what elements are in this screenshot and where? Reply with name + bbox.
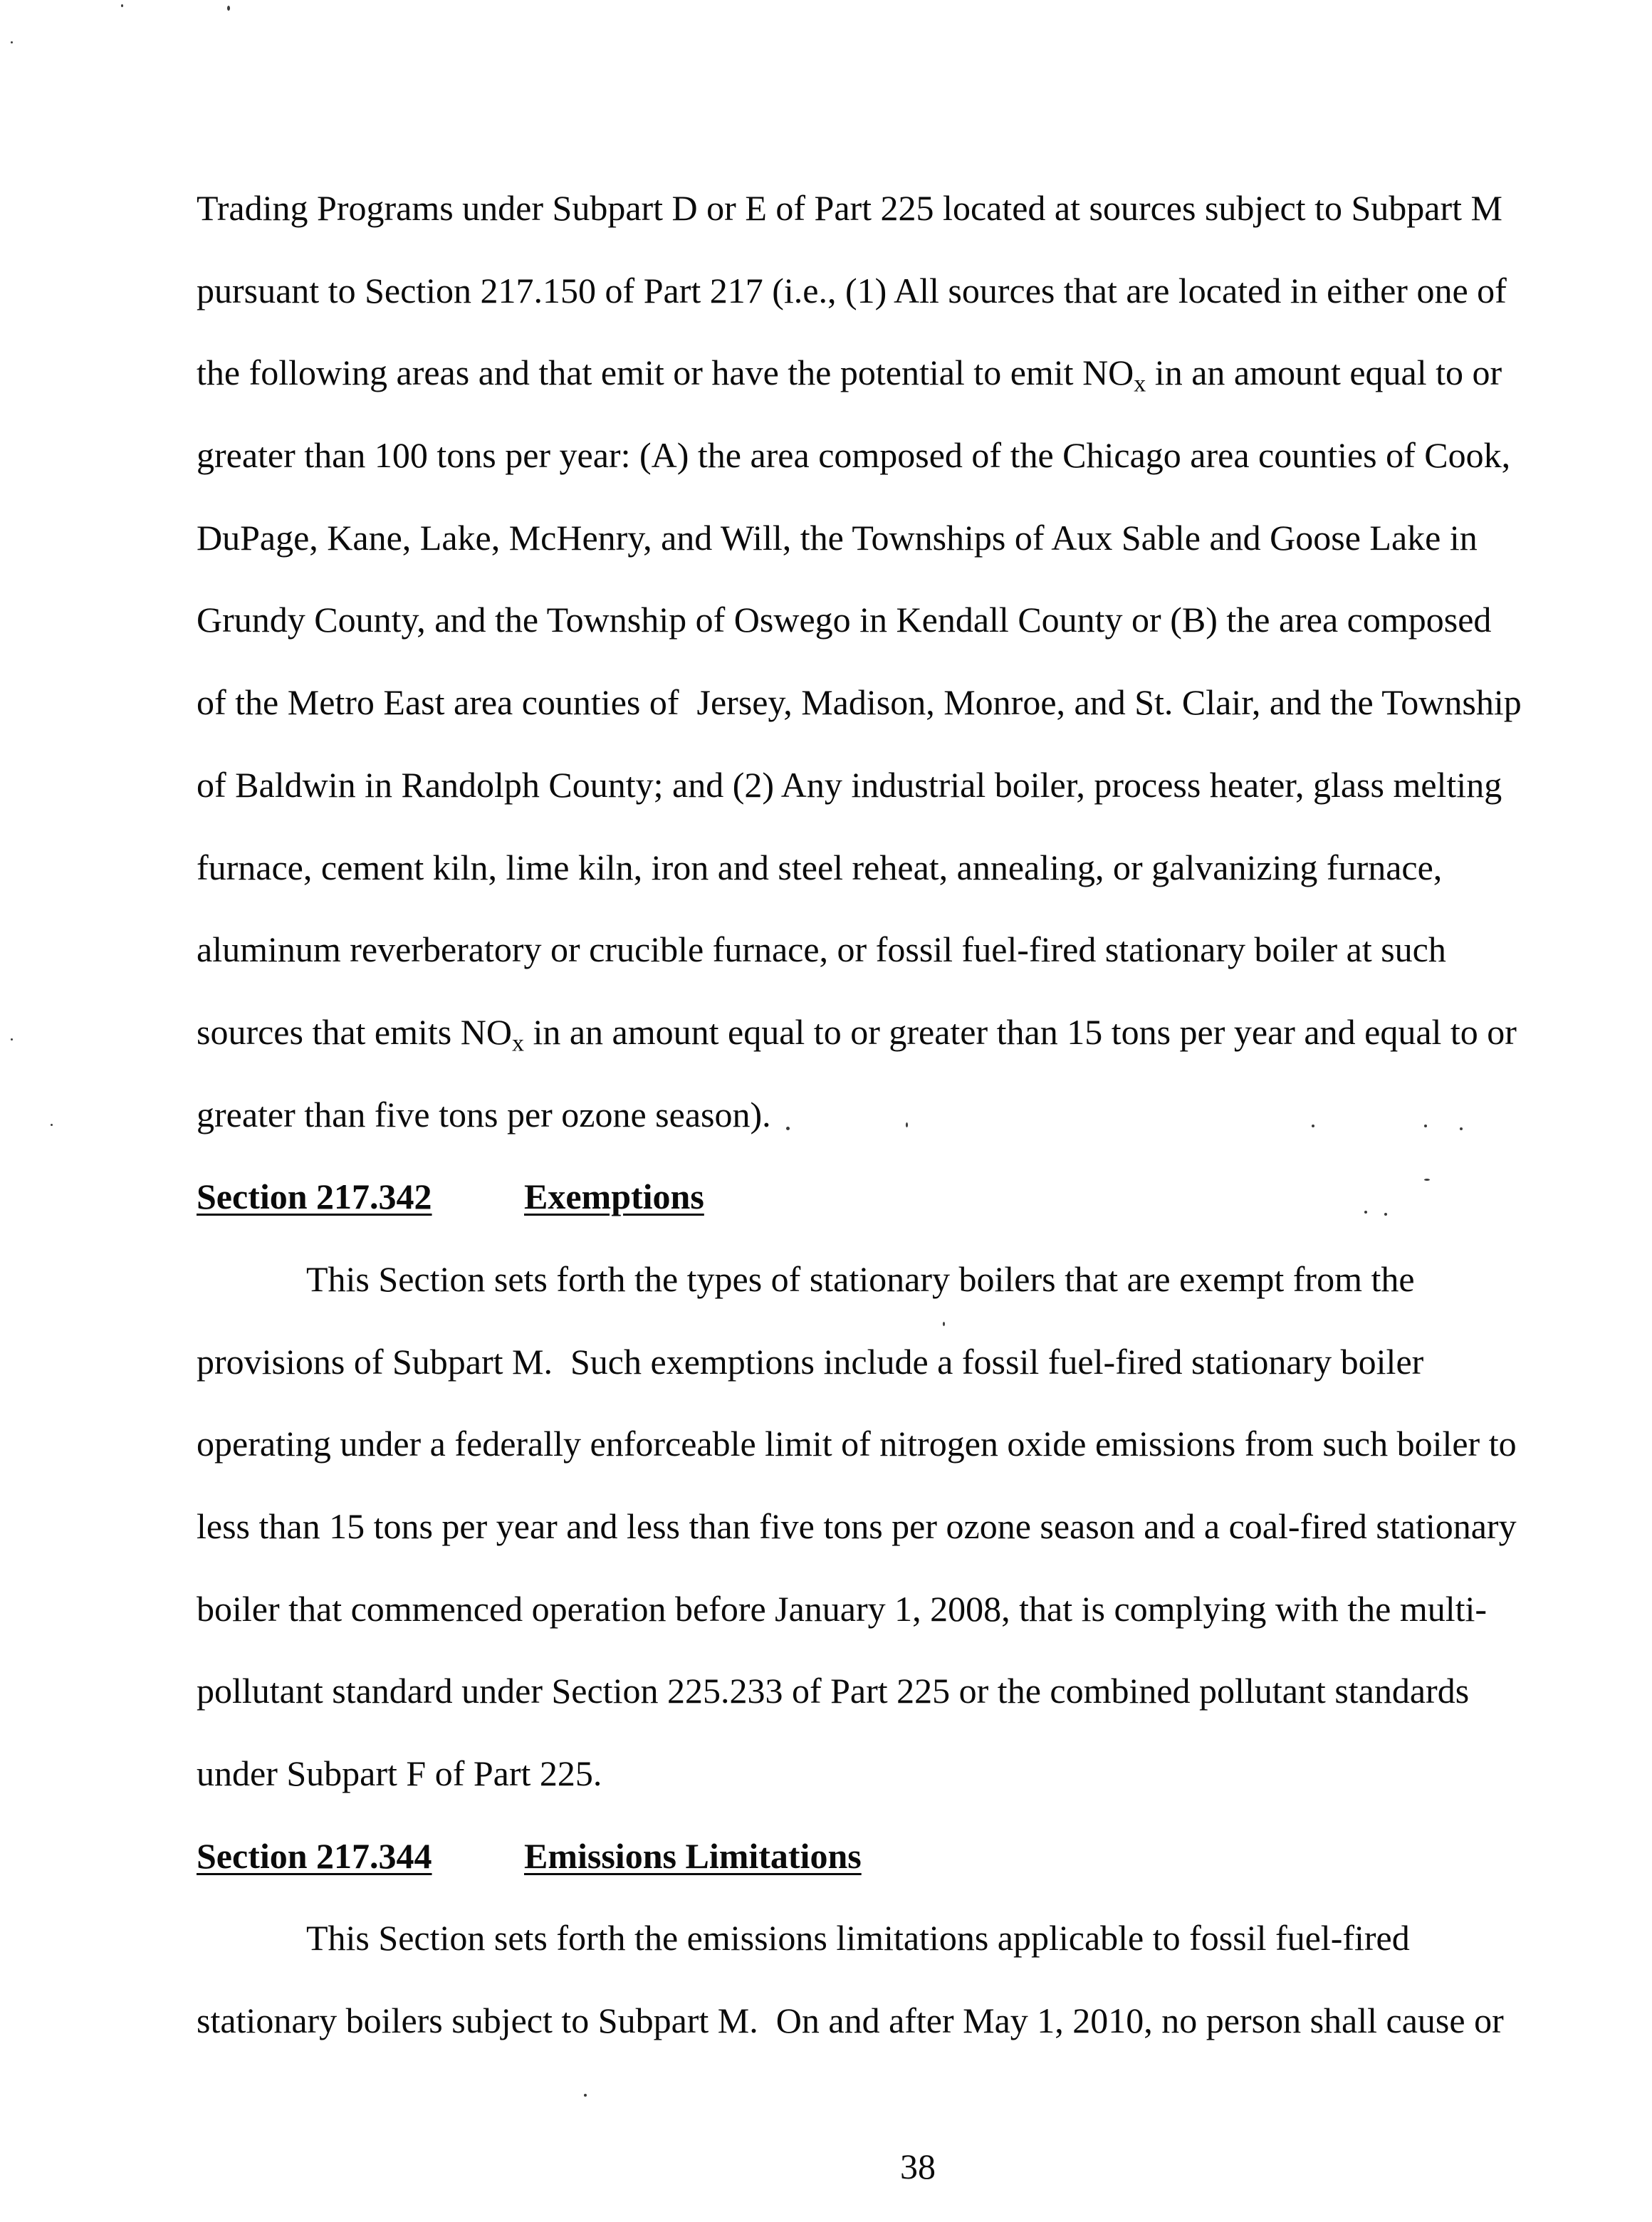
text-line: pursuant to Section 217.150 of Part 217 (i.e., (1) All sources that are located in either one of	[197, 270, 1507, 311]
page-number: 38	[900, 2147, 936, 2186]
section-heading-342	[197, 1156, 1614, 1238]
text-line: greater than five tons per ozone season).	[197, 1094, 771, 1135]
text-run: in an amount equal to or greater than 15 tons per year and equal to or	[523, 1011, 1517, 1052]
scan-speck	[786, 1127, 790, 1130]
text-run: the following areas and that emit or have the potential to emit NO	[197, 353, 1134, 393]
section-heading-344	[197, 1815, 1614, 1898]
text-line: under Subpart F of Part 225.	[197, 1753, 602, 1794]
scan-speck	[51, 1124, 53, 1126]
text-run: in an amount equal to or	[1146, 353, 1502, 393]
section-title: Emissions Limitations	[524, 1835, 862, 1876]
section-title: Exemptions	[524, 1177, 704, 1217]
text-line: This Section sets forth the types of stationary boilers that are exempt from the	[306, 1258, 1415, 1299]
text-line: operating under a federally enforceable limit of nitrogen oxide emissions from such boiler to	[197, 1424, 1517, 1464]
scan-speck	[227, 6, 230, 11]
scan-speck	[1384, 1213, 1387, 1216]
subscript: x	[1134, 370, 1146, 397]
text-line	[197, 332, 1614, 414]
text-run: sources that emits NO	[197, 1011, 512, 1052]
text-line: boiler that commenced operation before January 1, 2008, that is complying with the multi-	[197, 1588, 1488, 1629]
text-line: DuPage, Kane, Lake, McHenry, and Will, the Townships of Aux Sable and Goose Lake in	[197, 517, 1478, 558]
section-number: Section 217.344	[197, 1835, 432, 1876]
subscript: x	[511, 1030, 524, 1057]
scan-speck	[1424, 1179, 1430, 1181]
text-line: furnace, cement kiln, lime kiln, iron and steel reheat, annealing, or galvanizing furnace,	[197, 847, 1443, 887]
text-line: provisions of Subpart M. Such exemptions include a fossil fuel-fired stationary boiler	[197, 1341, 1424, 1382]
scan-speck	[1424, 1125, 1427, 1127]
scan-speck	[1460, 1127, 1463, 1130]
scan-speck	[943, 1322, 945, 1326]
scan-speck	[11, 1038, 13, 1040]
scan-speck	[1364, 1211, 1367, 1214]
text-line: of Baldwin in Randolph County; and (2) Any industrial boiler, process heater, glass melting	[197, 764, 1502, 805]
text-line: pollutant standard under Section 225.233 of Part 225 or the combined pollutant standards	[197, 1671, 1470, 1711]
scan-speck	[1312, 1125, 1314, 1127]
text-line: This Section sets forth the emissions limitations applicable to fossil fuel-fired	[306, 1918, 1410, 1958]
text-line: aluminum reverberatory or crucible furnace, or fossil fuel-fired stationary boiler at such	[197, 929, 1446, 970]
scan-speck	[121, 4, 123, 7]
document-body	[197, 167, 1614, 2062]
scan-speck	[584, 2094, 587, 2097]
text-line: greater than 100 tons per year: (A) the area composed of the Chicago area counties of Cook,	[197, 435, 1511, 476]
scan-speck	[11, 41, 13, 43]
text-line: less than 15 tons per year and less than five tons per ozone season and a coal-fired stationary	[197, 1506, 1517, 1546]
text-line: stationary boilers subject to Subpart M. On and after May 1, 2010, no person shall cause or	[197, 2001, 1504, 2041]
section-number: Section 217.342	[197, 1177, 432, 1217]
text-line	[197, 991, 1614, 1074]
text-line: Grundy County, and the Township of Oswego in Kendall County or (B) the area composed	[197, 600, 1492, 640]
text-line: of the Metro East area counties of Jersey, Madison, Monroe, and St. Clair, and the Township	[197, 682, 1522, 723]
text-line: Trading Programs under Subpart D or E of Part 225 located at sources subject to Subpart M	[197, 188, 1502, 228]
scan-speck	[906, 1122, 908, 1127]
